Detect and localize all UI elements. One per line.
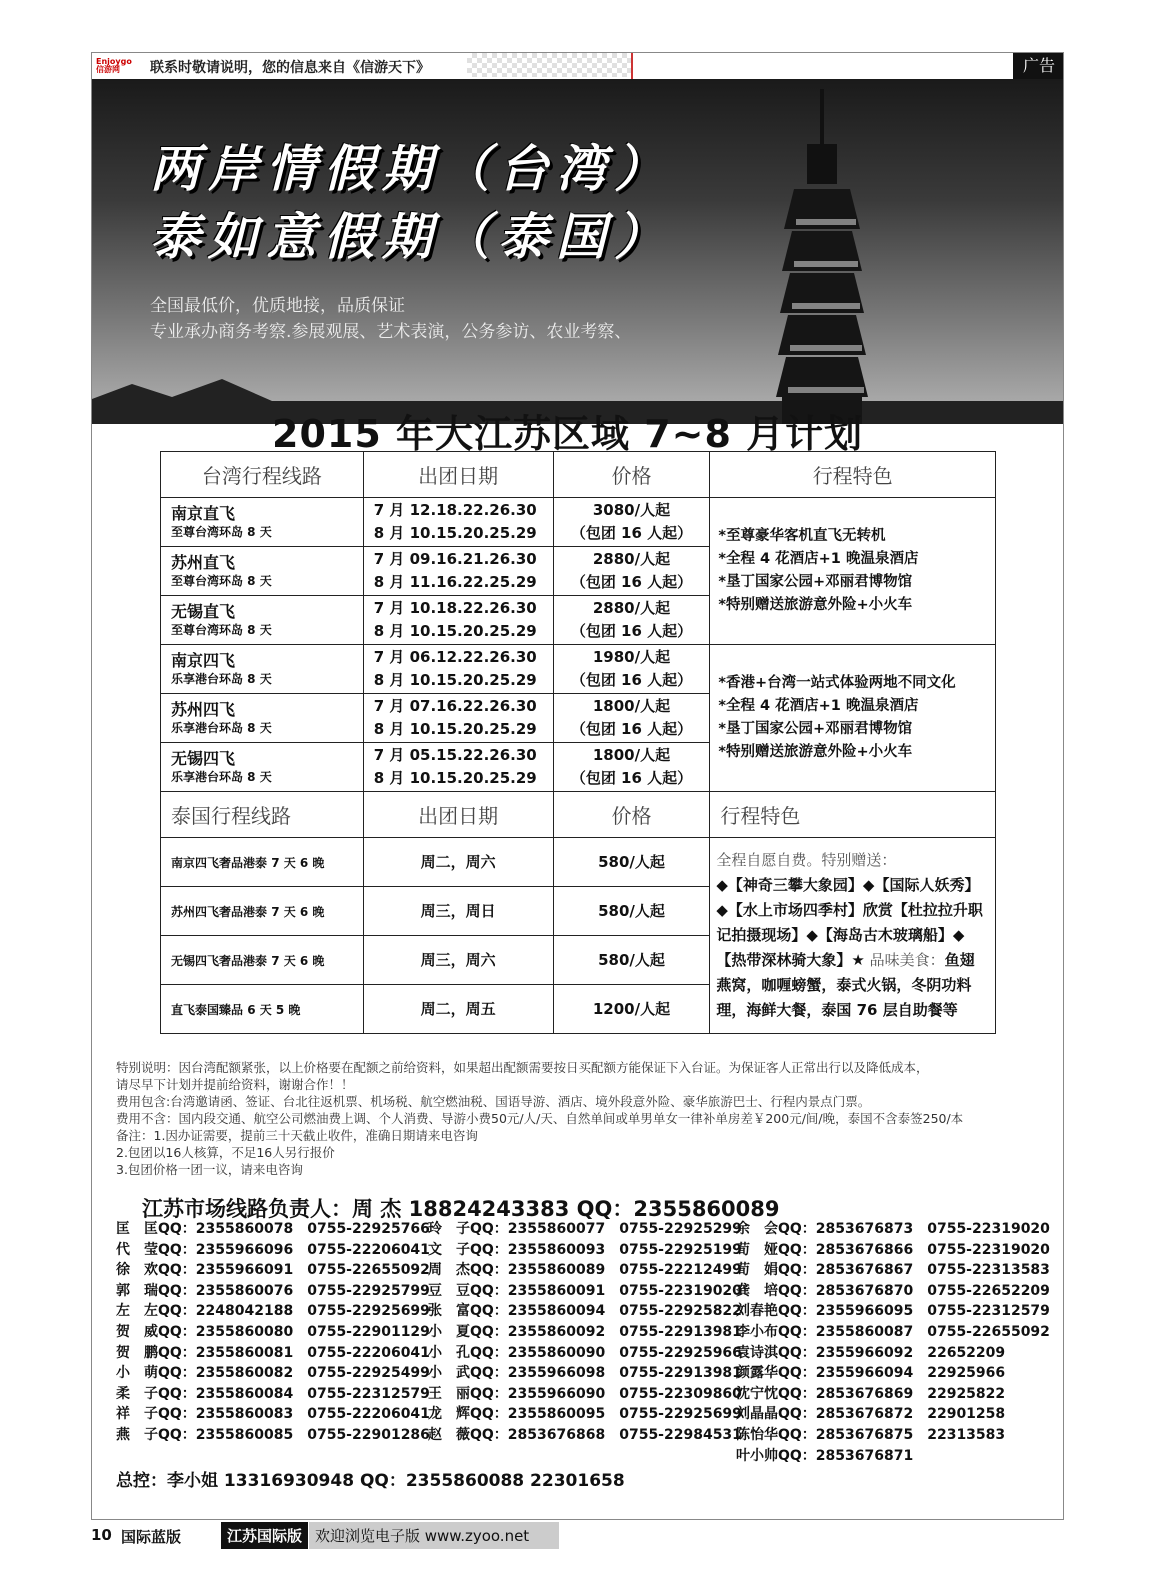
contact-entry: 叶小帅QQ：2853676871 (736, 1447, 914, 1464)
price-note: （包团 16 人起） (570, 573, 693, 591)
page-number: 10 (91, 1526, 112, 1544)
route-subtitle: 至尊台湾环岛 8 天 (171, 525, 272, 539)
hero-title-thailand: 泰如意假期（泰国） (150, 207, 672, 266)
route-cell (161, 498, 364, 547)
price-note: （包团 16 人起） (570, 671, 693, 689)
date-cell (363, 743, 553, 792)
top-bar (92, 53, 1064, 79)
brand-logo: Enjoygo 信游网 (96, 57, 132, 74)
header-price: 价格 (553, 792, 710, 838)
route-city: 南京四飞 (171, 651, 236, 670)
feature-line: *特别赠送旅游意外险+小火车 (718, 744, 913, 760)
feature-line: *香港+台湾一站式体验两地不同文化 (718, 675, 956, 691)
date-july: 7 月 06.12.22.26.30 (373, 648, 537, 666)
header-feature: 行程特色 (710, 452, 996, 498)
ad-badge: 广告 (1013, 53, 1064, 79)
note-line: 2.包团以16人核算，不足16人另行报价 (116, 1145, 335, 1160)
route-city: 无锡四飞 (171, 749, 236, 768)
contact-column-2 (428, 1219, 742, 1446)
contact-entry: 陈怡华QQ：2853676875 22313583 (736, 1426, 1006, 1443)
contact-entry: 豆 豆QQ：2355860091 0755-22319020 (428, 1282, 742, 1299)
contact-entry: 张 富QQ：2355860094 0755-22925822 (428, 1303, 742, 1320)
note-line: 特别说明：因台湾配额紧张，以上价格要在配额之前给资料，如果超出配额需要按日买配额方能保证下入台证。为保证客人正常出行以及降低成本， (116, 1060, 929, 1075)
route-cell (161, 936, 364, 985)
date-july: 7 月 10.18.22.26.30 (373, 599, 537, 617)
feature-intro: 全程自愿自费。特别赠送： (716, 851, 897, 869)
feature-cell (710, 645, 996, 792)
date-august: 8 月 10.15.20.25.29 (373, 524, 537, 542)
route-subtitle: 乐享港台环岛 8 天 (171, 770, 272, 784)
route-city: 南京 (171, 855, 196, 870)
price-cell (553, 645, 710, 694)
decor-pattern (467, 53, 632, 77)
contact-entry: 郭 瑞QQ：2355860076 0755-22925799 (116, 1282, 430, 1299)
itinerary-table (160, 451, 996, 1034)
date-august: 8 月 10.15.20.25.29 (373, 622, 537, 640)
route-city: 苏州四飞 (171, 700, 236, 719)
route-subtitle: 四飞奢品港泰 7 天 6 晚 (195, 904, 325, 919)
contact-entry: 贺 威QQ：2355860080 0755-22901129 (116, 1323, 430, 1340)
date-august: 8 月 10.15.20.25.29 (373, 720, 537, 738)
contact-entry: 袁诗淇QQ：2355966092 22652209 (736, 1344, 1006, 1361)
contact-entry: 柔 子QQ：2355860084 0755-22312579 (116, 1385, 430, 1402)
feature-line: *垦丁国家公园+邓丽君博物馆 (718, 574, 913, 590)
feature-body: ◆【神奇三攀大象园】◆【国际人妖秀】◆【水上市场四季村】欣赏【杜拉拉升职记拍摄现场】◆【海岛古木玻璃船】◆【热带深林骑大象】★ (716, 876, 983, 969)
date-july: 7 月 12.18.22.26.30 (373, 501, 537, 519)
price-cell (553, 596, 710, 645)
route-city: 直飞 (171, 1002, 196, 1017)
contact-entry: 小 萌QQ：2355860082 0755-22925499 (116, 1365, 430, 1382)
contact-column-3 (736, 1219, 1050, 1466)
contact-entry: 徐 欢QQ：2355966091 0755-22655092 (116, 1262, 430, 1279)
date-cell (363, 596, 553, 645)
feature-cell (710, 838, 996, 1034)
table-header-thailand (161, 792, 996, 838)
date-cell (363, 547, 553, 596)
contact-entry: 刘春艳QQ：2355966095 0755-22312579 (736, 1303, 1050, 1320)
contact-entry: 玲 子QQ：2355860077 0755-22925299 (428, 1221, 742, 1237)
date-cell: 周三，周日 (363, 887, 553, 936)
page (91, 52, 1064, 1520)
route-city: 无锡直飞 (171, 602, 236, 621)
contact-entry: 沈宁忱QQ：2853676869 22925822 (736, 1385, 1006, 1402)
date-cell: 周二，周六 (363, 838, 553, 887)
footer (91, 1522, 591, 1548)
section-label: 国际蓝版 (121, 1528, 182, 1546)
route-cell (161, 743, 364, 792)
price-note: （包团 16 人起） (570, 769, 693, 787)
price-cell (553, 694, 710, 743)
contact-column-1 (116, 1219, 430, 1446)
price-cell (553, 547, 710, 596)
route-city: 苏州 (171, 904, 196, 919)
contact-entry: 余 会QQ：2853676873 0755-22319020 (736, 1221, 1050, 1237)
price-cell (553, 743, 710, 792)
plan-title: 2015 年大江苏区域 7~8 月计划 (272, 412, 864, 456)
header-date: 出团日期 (363, 792, 553, 838)
table-header-taiwan (161, 452, 996, 498)
hero-subtitle-2: 专业承办商务考察.参展观展、艺术表演，公务参访、农业考察、 (150, 322, 632, 342)
price-cell: 580/人起 (553, 887, 710, 936)
price-note: （包团 16 人起） (570, 720, 693, 738)
contact-entry: 周 杰QQ：2355860089 0755-22212499 (428, 1262, 742, 1279)
contact-entry: 燕 子QQ：2355860085 0755-22901286 (116, 1426, 430, 1443)
price-cell (553, 498, 710, 547)
feature-cell (710, 498, 996, 645)
contact-entry: 祥 子QQ：2355860083 0755-22206041 (116, 1406, 430, 1423)
date-cell (363, 645, 553, 694)
price-cell: 1200/人起 (553, 985, 710, 1034)
contact-entry: 小 夏QQ：2355860092 0755-22913981 (428, 1323, 742, 1340)
date-july: 7 月 09.16.21.26.30 (373, 550, 537, 568)
manager-contact: 江苏市场线路负责人：周 杰 18824243383 QQ：2355860089 (142, 1197, 780, 1221)
header-route: 泰国行程线路 (161, 792, 364, 838)
contact-entry: 赵 薇QQ：2853676868 0755-22984531 (428, 1426, 742, 1443)
date-july: 7 月 07.16.22.26.30 (373, 697, 537, 715)
contact-entry: 荀 娅QQ：2853676866 0755-22319020 (736, 1241, 1050, 1258)
feature-food-label: 品味美食： (864, 951, 945, 969)
route-subtitle: 四飞奢品港泰 7 天 6 晚 (195, 855, 325, 870)
route-cell (161, 887, 364, 936)
contact-entry: 李小布QQ：2355860087 0755-22655092 (736, 1323, 1050, 1340)
website-link[interactable]: 欢迎浏览电子版 www.zyoo.net (309, 1522, 559, 1549)
feature-line: *全程 4 花酒店+1 晚温泉酒店 (718, 698, 919, 714)
price-note: （包团 16 人起） (570, 524, 693, 542)
date-august: 8 月 10.15.20.25.29 (373, 769, 537, 787)
contact-entry: 颜露华QQ：2355966094 22925966 (736, 1365, 1006, 1382)
route-cell (161, 645, 364, 694)
header-notice: 联系时敬请说明，您的信息来自《信游天下》 (150, 60, 430, 76)
route-subtitle: 乐享港台环岛 8 天 (171, 721, 272, 735)
date-cell (363, 498, 553, 547)
contact-entry: 小 武QQ：2355966098 0755-22913981 (428, 1365, 742, 1382)
route-cell (161, 838, 364, 887)
date-august: 8 月 11.16.22.25.29 (373, 573, 537, 591)
table-row (161, 645, 996, 694)
hero-title-taiwan: 两岸情假期（台湾） (150, 139, 672, 198)
table-row (161, 498, 996, 547)
feature-food: 鱼翅燕窝，咖喱螃蟹，泰式火锅，冬阴功料理，海鲜大餐，泰国 76 层自助餐等 (716, 951, 975, 1019)
price: 1800/人起 (592, 697, 671, 715)
contact-entry: 文 子QQ：2355860093 0755-22925199 (428, 1241, 742, 1258)
edition-badge: 江苏国际版 (221, 1522, 308, 1549)
feature-line: *垦丁国家公园+邓丽君博物馆 (718, 721, 913, 737)
route-cell (161, 694, 364, 743)
contact-entry: 匡 匡QQ：2355860078 0755-22925766 (116, 1221, 430, 1237)
date-july: 7 月 05.15.22.26.30 (373, 746, 537, 764)
route-subtitle: 乐享港台环岛 8 天 (171, 672, 272, 686)
price: 2880/人起 (592, 550, 671, 568)
contact-entry: 龙 辉QQ：2355860095 0755-22925699 (428, 1406, 742, 1423)
divider (631, 53, 633, 79)
price-cell: 580/人起 (553, 838, 710, 887)
contact-entry: 左 左QQ：2248042188 0755-22925699 (116, 1303, 430, 1320)
route-city: 无锡 (171, 953, 196, 968)
price: 1800/人起 (592, 746, 671, 764)
route-city: 苏州直飞 (171, 553, 236, 572)
feature-line: *特别赠送旅游意外险+小火车 (718, 597, 913, 613)
route-subtitle: 至尊台湾环岛 8 天 (171, 574, 272, 588)
route-cell (161, 547, 364, 596)
contact-entry: 荀 娟QQ：2853676867 0755-22313583 (736, 1262, 1050, 1279)
contact-entry: 王 丽QQ：2355966090 0755-22309860 (428, 1385, 742, 1402)
hero-banner (92, 79, 1064, 424)
note-line: 3.包团价格一团一议，请来电咨询 (116, 1162, 303, 1177)
route-city: 南京直飞 (171, 504, 236, 523)
date-cell (363, 694, 553, 743)
header-date: 出团日期 (363, 452, 553, 498)
route-subtitle: 至尊台湾环岛 8 天 (171, 623, 272, 637)
date-cell: 周二，周五 (363, 985, 553, 1034)
contact-entry: 龚 培QQ：2853676870 0755-22652209 (736, 1282, 1050, 1299)
date-cell: 周三，周六 (363, 936, 553, 985)
header-price: 价格 (553, 452, 710, 498)
header-route: 台湾行程线路 (161, 452, 364, 498)
date-august: 8 月 10.15.20.25.29 (373, 671, 537, 689)
note-line: 备注：1.因办证需要，提前三十天截止收件，准确日期请来电咨询 (116, 1128, 478, 1143)
feature-line: *至尊豪华客机直飞无转机 (718, 528, 886, 544)
price-cell: 580/人起 (553, 936, 710, 985)
note-line: 费用包含:台湾邀请函、签证、台北往返机票、机场税、航空燃油税、国语导游、酒店、境外段意外险、豪华旅游巴士、行程内景点门票。 (116, 1094, 871, 1109)
feature-line: *全程 4 花酒店+1 晚温泉酒店 (718, 551, 919, 567)
contact-entry: 贺 鹏QQ：2355860081 0755-22206041 (116, 1344, 430, 1361)
general-manager-contact: 总控：李小姐 13316930948 QQ：2355860088 22301658 (116, 1471, 625, 1491)
contact-entry: 代 莹QQ：2355966096 0755-22206041 (116, 1241, 430, 1258)
price: 3080/人起 (592, 501, 671, 519)
route-subtitle: 泰国臻品 6 天 5 晚 (195, 1002, 301, 1017)
notes-block (116, 1059, 1056, 1178)
price: 2880/人起 (592, 599, 671, 617)
route-cell (161, 985, 364, 1034)
contact-entry: 小 孔QQ：2355860090 0755-22925966 (428, 1344, 742, 1361)
table-row (161, 838, 996, 887)
route-cell (161, 596, 364, 645)
header-feature: 行程特色 (710, 792, 996, 838)
note-line: 请尽早下计划并提前给资料，谢谢合作！！ (116, 1077, 354, 1092)
note-line: 费用不含：国内段交通、航空公司燃油费上调、个人消费、导游小费50元/人/天、自然单间或单男单女一律补单房差￥200元/间/晚，泰国不含泰签250/本 (116, 1111, 964, 1126)
hero-subtitle-1: 全国最低价，优质地接，品质保证 (150, 296, 405, 316)
price-note: （包团 16 人起） (570, 622, 693, 640)
route-subtitle: 四飞奢品港泰 7 天 6 晚 (195, 953, 325, 968)
contact-entry: 刘晶晶QQ：2853676872 22901258 (736, 1406, 1006, 1423)
price: 1980/人起 (592, 648, 671, 666)
